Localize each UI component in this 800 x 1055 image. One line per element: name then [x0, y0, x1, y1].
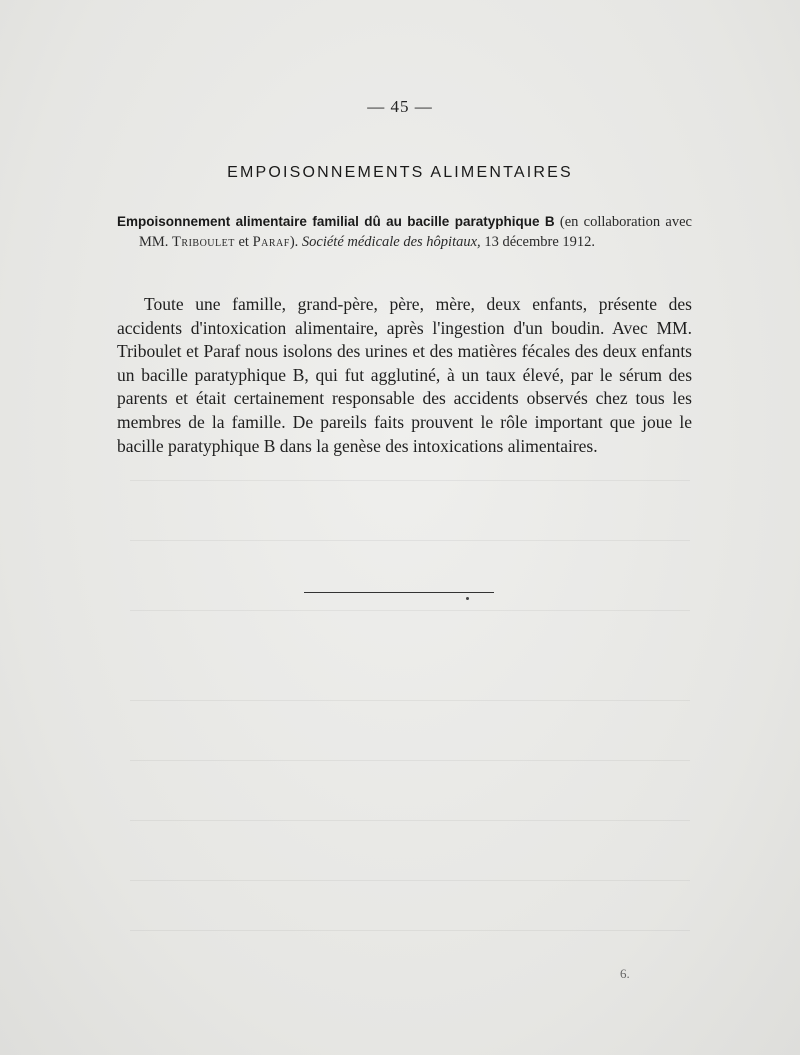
- page-number: — 45 —: [367, 97, 433, 116]
- divider-dot: [466, 597, 469, 600]
- bleed-through-line: [130, 540, 690, 541]
- reference-after-authors: ).: [289, 234, 302, 250]
- bleed-through-line: [130, 610, 690, 611]
- reference-conjunction: et: [234, 234, 253, 250]
- bleed-through-line: [130, 880, 690, 881]
- reference-author: Triboulet: [172, 234, 235, 250]
- bleed-through-line: [130, 760, 690, 761]
- section-divider: [304, 592, 494, 593]
- reference-journal: Société médicale des hôpitaux,: [301, 234, 481, 250]
- bleed-through-line: [130, 820, 690, 821]
- reference-date: 13 décembre 1912.: [480, 234, 596, 250]
- signature-mark: 6.: [620, 966, 630, 981]
- bleed-through-line: [130, 700, 690, 701]
- reference-title: Empoisonnement alimentaire familial dû au bacille paratyphique B: [117, 214, 555, 229]
- section-title: EMPOISONNEMENTS ALIMENTAIRES: [227, 164, 573, 181]
- reference-author: Paraf: [252, 234, 290, 250]
- bleed-through-line: [130, 930, 690, 931]
- bibliographic-reference: [117, 212, 692, 252]
- reference-collab-prefix: (en collaboration avec MM.: [139, 214, 692, 250]
- body-paragraph: Toute une famille, grand-père, père, mère, deux enfants, présente des accidents d'intoxication alimentaire, après l'ingestion d'un boudin. Avec MM. Triboulet et Paraf nous isolons des urines et des matières fécales des deux enfants un bacille paratyphique B, qui fut agglutiné, à un taux élevé, par le sérum des parents et était certainement responsable des accidents observés chez tous les membres de la famille. De pareils faits prouvent le rôle important que joue le bacille paratyphique B dans la genèse des intoxications alimentaires.: [117, 294, 692, 456]
- bleed-through-line: [130, 480, 690, 481]
